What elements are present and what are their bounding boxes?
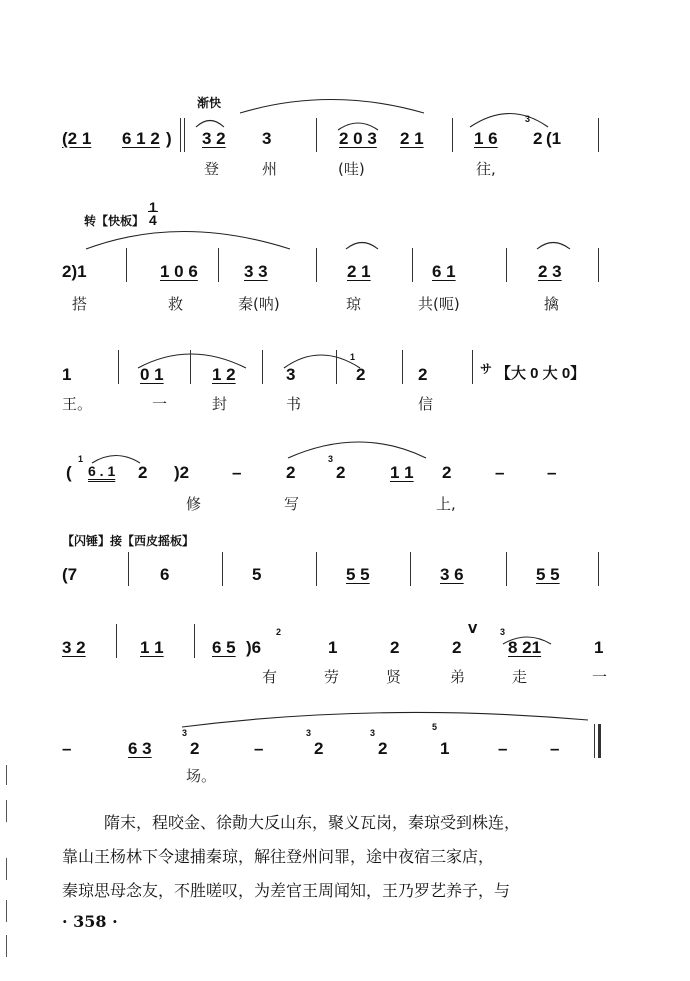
grace-note: 3 — [500, 627, 506, 637]
barline — [316, 118, 317, 152]
grace-note: 1 — [78, 454, 84, 464]
barline — [316, 552, 317, 586]
lyric: 琼 — [346, 295, 362, 313]
time-signature — [148, 201, 158, 227]
barline — [194, 624, 195, 658]
prose-line: 秦琼思母念友，不胜嗟叹，为差官王周闻知，王乃罗艺养子，与 — [62, 881, 511, 900]
meter-top: 1 — [149, 199, 157, 215]
grace-note: 3 — [182, 728, 188, 738]
note: 2 — [138, 463, 148, 482]
note: ) — [166, 129, 172, 148]
note: 1 — [62, 365, 72, 384]
barline — [506, 552, 507, 586]
tempo-change-mark: 转【快板】 — [84, 214, 145, 228]
note: 6 3 — [128, 739, 152, 758]
barline — [336, 350, 337, 384]
note: 1 — [440, 739, 450, 758]
barline — [118, 350, 119, 384]
note: )2 — [174, 463, 190, 482]
percussion-pattern: 【大 0 大 0】 — [496, 365, 586, 382]
lyric: 书 — [286, 395, 302, 413]
note: 8 21 — [508, 638, 542, 657]
note: 5 — [252, 565, 262, 584]
lyric: 弟 — [450, 668, 466, 686]
grace-note: 3 — [328, 454, 334, 464]
slur-line1-a — [196, 121, 224, 128]
note: )6 — [246, 638, 262, 657]
barline — [598, 118, 599, 152]
slur-line2-a — [86, 232, 290, 250]
note: 6 5 — [212, 638, 236, 657]
lyric: 修 — [186, 495, 202, 513]
note: 6 . 1 — [88, 463, 116, 479]
dash: – — [62, 739, 72, 758]
barline — [180, 118, 181, 152]
note: 2 — [336, 463, 346, 482]
note: 2 3 — [538, 262, 562, 281]
lyric: (哇) — [338, 160, 365, 178]
scan-mark — [6, 935, 7, 957]
note: 2 — [378, 739, 388, 758]
lyric: 有 — [262, 668, 278, 686]
note: 2 — [390, 638, 400, 657]
note: 1 1 — [140, 638, 164, 657]
barline — [402, 350, 403, 384]
grace-note: 5 — [432, 722, 438, 732]
lyric: 搭 — [72, 295, 88, 313]
barline — [412, 248, 413, 282]
note: 3 6 — [440, 565, 464, 584]
note: 1 — [594, 638, 604, 657]
note: 1 2 — [212, 365, 236, 384]
note: 2 1 — [347, 262, 371, 281]
note: 3 3 — [244, 262, 268, 281]
dash: – — [254, 739, 264, 758]
note: (1 — [546, 129, 562, 148]
barline — [262, 350, 263, 384]
lyric: 场。 — [186, 767, 217, 785]
scan-mark — [6, 800, 7, 822]
dash: – — [232, 463, 242, 482]
note: 6 1 2 — [122, 129, 160, 148]
tempo-mark: 渐快 — [197, 96, 222, 110]
lyric: 登 — [204, 160, 220, 178]
note: 5 5 — [346, 565, 370, 584]
scan-mark — [6, 765, 7, 785]
note: 3 — [262, 129, 272, 148]
barline — [190, 350, 191, 384]
lyric: 贤 — [386, 668, 402, 686]
note: 2)1 — [62, 262, 87, 281]
lyric: 劳 — [324, 668, 340, 686]
barline — [218, 248, 219, 282]
note: 2 0 3 — [339, 129, 377, 148]
free-meter-mark: サ — [480, 362, 493, 376]
barline — [116, 624, 117, 658]
note: 3 2 — [62, 638, 86, 657]
grace-note: 3 — [370, 728, 376, 738]
note: 3 — [286, 365, 296, 384]
note: 2 — [190, 739, 200, 758]
barline — [452, 118, 453, 152]
prose-line: 靠山王杨林下令逮捕秦琼，解往登州问罪，途中夜宿三家店， — [62, 847, 495, 866]
note: 1 6 — [474, 129, 498, 148]
lyric: 写 — [284, 495, 300, 513]
dash: – — [498, 739, 508, 758]
breath-mark: V — [468, 622, 478, 636]
slur-line2-b — [346, 243, 378, 250]
note: 1 — [328, 638, 338, 657]
grace-note: 2 — [276, 627, 282, 637]
scan-mark — [6, 900, 7, 922]
barline — [316, 248, 317, 282]
barline — [222, 552, 223, 586]
barline — [598, 248, 599, 282]
note: 3 2 — [202, 129, 226, 148]
lyric: 救 — [168, 295, 184, 313]
lyric: 封 — [212, 395, 228, 413]
dash: – — [495, 463, 505, 482]
dash: – — [550, 739, 560, 758]
note: 1 0 6 — [160, 262, 198, 281]
note: ( — [66, 463, 72, 482]
slur-line2-c — [537, 243, 570, 250]
note: 5 5 — [536, 565, 560, 584]
note: 2 — [452, 638, 462, 657]
note: 6 1 — [432, 262, 456, 281]
note: (7 — [62, 565, 78, 584]
note: 1 1 — [390, 463, 414, 482]
final-barline — [594, 724, 595, 758]
meter-bottom: 4 — [149, 212, 157, 228]
grace-note: 1 — [350, 352, 356, 362]
lyric: 一 — [152, 395, 168, 413]
lyric: 信 — [418, 395, 434, 413]
slur-line1-d — [470, 114, 548, 128]
note: 2 — [533, 129, 543, 148]
final-barline-thick — [598, 724, 601, 758]
slur-line7-a — [182, 712, 588, 727]
barline — [472, 350, 473, 384]
lyric: 共(呃) — [418, 295, 460, 313]
note: 2 1 — [400, 129, 424, 148]
barline — [410, 552, 411, 586]
grace-note: 3 — [525, 114, 531, 124]
lyric: 一 — [592, 668, 608, 686]
barline — [128, 552, 129, 586]
note: 2 — [314, 739, 324, 758]
lyric: 王。 — [62, 395, 93, 413]
barline — [506, 248, 507, 282]
section-mark: 【闪锤】接【西皮摇板】 — [62, 534, 195, 548]
note: 6 — [160, 565, 170, 584]
lyric: 往, — [476, 160, 496, 178]
scan-mark — [6, 858, 7, 880]
dash: – — [547, 463, 557, 482]
slur-line1-b — [240, 100, 424, 114]
lyric: 秦(呐) — [238, 295, 280, 313]
note: 2 — [418, 365, 428, 384]
prose-line: 隋末，程咬金、徐勣大反山东，聚义瓦岗，秦琼受到株连， — [104, 813, 521, 832]
barline — [126, 248, 127, 282]
barline — [184, 118, 185, 152]
slur-line4-b — [288, 442, 426, 458]
note: 0 1 — [140, 365, 164, 384]
note: 2 — [442, 463, 452, 482]
lyric: 走 — [512, 668, 528, 686]
slur-line4-a — [92, 456, 140, 464]
lyric: 州 — [262, 160, 278, 178]
note: 2 — [356, 365, 366, 384]
note: 2 — [286, 463, 296, 482]
page-number: · 358 · — [62, 912, 118, 931]
lyric: 擒 — [544, 295, 560, 313]
grace-note: 3 — [306, 728, 312, 738]
barline — [598, 552, 599, 586]
lyric: 上, — [436, 495, 456, 513]
note: (2 1 — [62, 129, 92, 148]
